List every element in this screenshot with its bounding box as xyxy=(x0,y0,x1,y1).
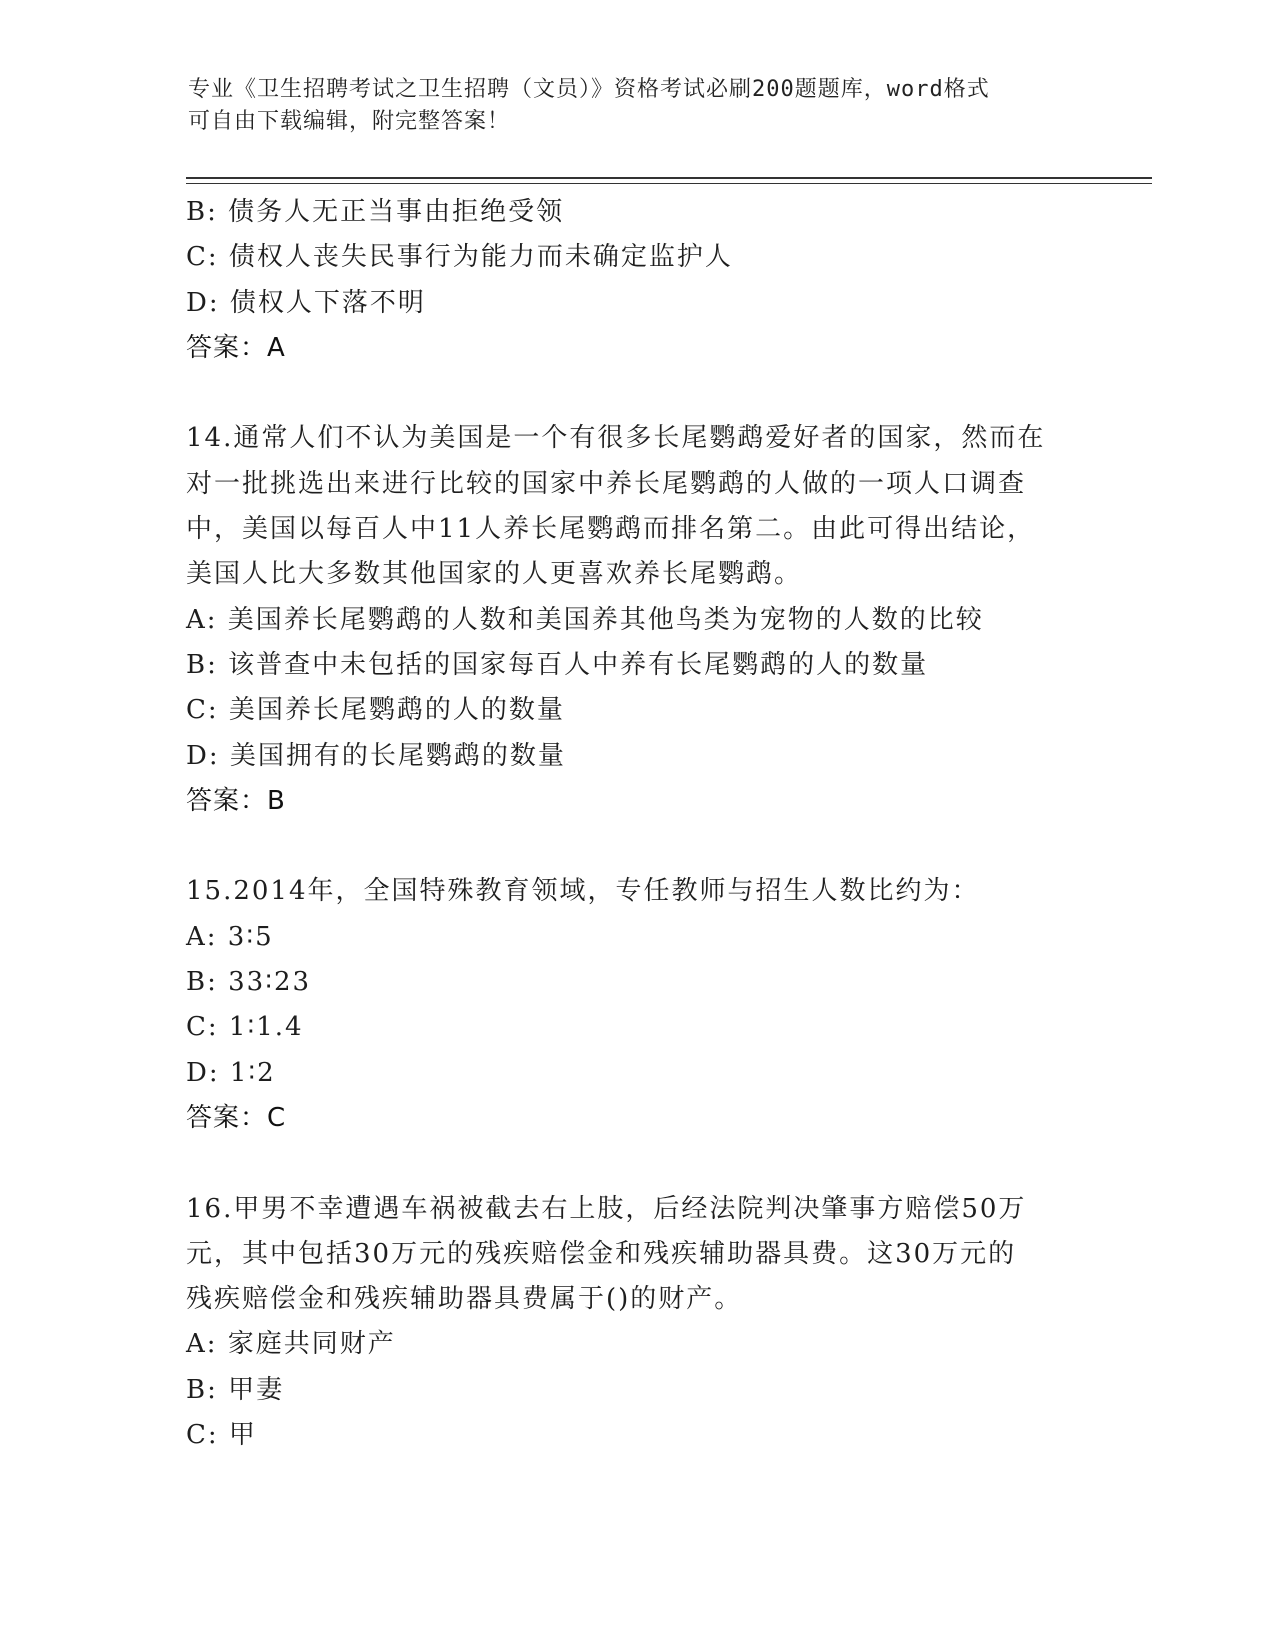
document-body xyxy=(186,190,1106,1458)
option-a: A: 3∶5 xyxy=(186,921,274,952)
spacer xyxy=(186,371,1106,416)
header-rule-thin xyxy=(186,183,1152,184)
question-15 xyxy=(186,869,1106,1141)
option-b: B: 甲妻 xyxy=(186,1374,285,1405)
option-c: C: 债权人丧失民事行为能力而未确定监护人 xyxy=(186,242,733,273)
option-c: C: 1∶1.4 xyxy=(186,1012,304,1043)
question-14 xyxy=(186,416,1106,824)
question-text: 残疾赔偿金和残疾辅助器具费属于()的财产。 xyxy=(186,1284,743,1315)
document-header xyxy=(188,74,1088,138)
option-b: B: 债务人无正当事由拒绝受领 xyxy=(186,197,565,227)
option-d: D: 债权人下落不明 xyxy=(186,287,426,318)
header-rule-thick xyxy=(186,177,1152,179)
question-text: 美国人比大多数其他国家的人更喜欢养长尾鹦鹉。 xyxy=(186,559,803,590)
answer-line: 答案：A xyxy=(186,332,286,363)
header-line-2: 可自由下载编辑，附完整答案！ xyxy=(188,109,511,134)
question-text: 对一批挑选出来进行比较的国家中养长尾鹦鹉的人做的一项人口调查 xyxy=(186,468,1027,499)
question-text: 16.甲男不幸遭遇车祸被截去右上肢，后经法院判决肇事方赔偿50万 xyxy=(186,1193,1027,1224)
question-13 xyxy=(186,190,1106,371)
answer-line: 答案：B xyxy=(186,785,286,816)
answer-line: 答案：C xyxy=(186,1102,287,1133)
question-text: 14.通常人们不认为美国是一个有很多长尾鹦鹉爱好者的国家，然而在 xyxy=(186,423,1046,454)
question-text: 15.2014年，全国特殊教育领域，专任教师与招生人数比约为： xyxy=(186,876,980,907)
question-text: 中，美国以每百人中11人养长尾鹦鹉而排名第二。由此可得出结论， xyxy=(186,514,1036,545)
option-a: A: 家庭共同财产 xyxy=(186,1329,396,1360)
spacer xyxy=(186,1141,1106,1186)
option-d: D: 1∶2 xyxy=(186,1057,276,1088)
option-d: D: 美国拥有的长尾鹦鹉的数量 xyxy=(186,740,566,771)
spacer xyxy=(186,824,1106,869)
header-line-1: 专业《卫生招聘考试之卫生招聘（文员）》资格考试必刷200题题库，word格式 xyxy=(188,77,990,102)
option-a: A: 美国养长尾鹦鹉的人数和美国养其他鸟类为宠物的人数的比较 xyxy=(186,604,984,635)
option-b: B: 33∶23 xyxy=(186,967,312,998)
question-16 xyxy=(186,1187,1106,1459)
option-c: C: 美国养长尾鹦鹉的人的数量 xyxy=(186,695,565,726)
option-c: C: 甲 xyxy=(186,1420,257,1451)
question-text: 元，其中包括30万元的残疾赔偿金和残疾辅助器具费。这30万元的 xyxy=(186,1238,1017,1269)
option-b: B: 该普查中未包括的国家每百人中养有长尾鹦鹉的人的数量 xyxy=(186,649,929,680)
